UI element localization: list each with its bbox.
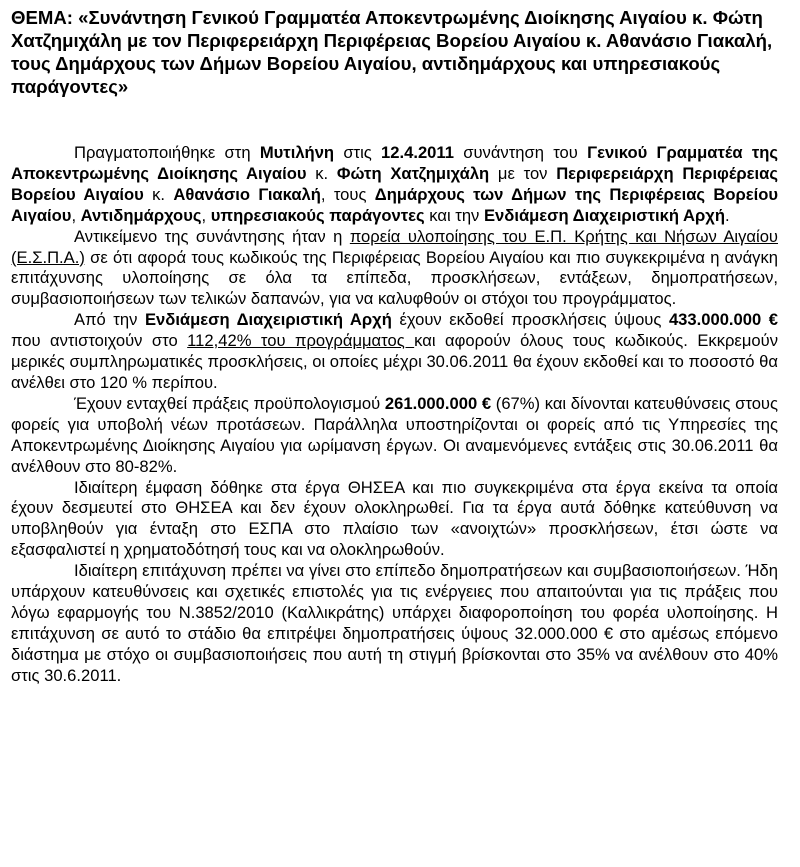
text: που αντιστοιχούν στο	[11, 331, 188, 351]
bold-role: Γενικού Γραμματέα της Αποκεντρωμένης Διοίκησης Αιγαίου	[11, 143, 778, 183]
text: έχουν εκδοθεί προσκλήσεις ύψους	[391, 310, 669, 330]
underlined-percentage: 112,42% του προγράμματος	[187, 331, 415, 351]
text: ,	[71, 205, 81, 225]
bold-role: υπηρεσιακούς παράγοντες	[210, 205, 425, 225]
paragraph-acceleration: Ιδιαίτερη επιτάχυνση πρέπει να γίνει στο επίπεδο δημοπρατήσεων και συμβασιοποιήσεων. Ήδη υπάρχουν κατευθύνσεις και σχετικές επιστολές για τις ενέργειες που απαιτούνται για τις πράξεις που λόγω εφαρμογής του Ν.3852/2010 (Καλλικράτης) υπάρχει διαφοροποίηση του φορέα υλοποίησης. Η επιτάχυνση σε αυτό το στάδιο θα επιτρέψει δημοπρατήσεις ύψους 32.000.000 € στο αμέσως επόμενο διάστημα με στόχο οι συμβασιοποιήσεις που αυτή τη στιγμή βρίσκονται στο 35% να ανέλθουν στο 40% στις 30.6.2011.	[11, 561, 778, 685]
document-title: ΘΕΜΑ: «Συνάντηση Γενικού Γραμματέα Αποκεντρωμένης Διοίκησης Αιγαίου κ. Φώτη Χατζημιχάλη με τον Περιφερειάρχη Περιφέρειας Βορείου Αιγαίου κ. Αθανάσιο Γιακαλή, τους Δημάρχους των Δήμων Βορείου Αιγαίου, αντιδημάρχους και υπηρεσιακούς παράγοντες»	[11, 7, 773, 97]
bold-role: Αντιδημάρχους	[80, 205, 202, 225]
text: Από την	[74, 310, 145, 330]
paragraph-subject	[11, 227, 778, 311]
text: και αφορούν όλους τους κωδικούς. Εκκρεμούν μερικές συμπληρωματικές προσκλήσεις, οι οποίες μέχρι 30.06.2011 θα έχουν εκδοθεί και το ποσοστό θα ανέλθει στο 120 % περίπου.	[11, 331, 778, 392]
text: συνάντηση του	[453, 143, 588, 162]
paragraph-meeting	[11, 143, 778, 227]
bold-amount: 433.000.000 €	[668, 310, 779, 330]
underlined-program: πορεία υλοποίησης του Ε.Π. Κρήτης και Νήσων Αιγαίου (Ε.Σ.Π.Α.)	[11, 226, 778, 267]
text: .	[725, 205, 730, 225]
bold-role: Περιφερειάρχη Περιφέρειας Βορείου Αιγαίου	[11, 163, 778, 204]
text: ,	[201, 205, 211, 225]
text: Έχουν ενταχθεί πράξεις προϋπολογισμού	[74, 393, 385, 413]
bold-role: Δημάρχους των Δήμων της Περιφέρειας Βορείου Αιγαίου	[11, 184, 779, 225]
text: με τον	[489, 163, 557, 183]
bold-authority: Ενδιάμεση Διαχειριστική Αρχή	[144, 310, 392, 330]
text: κ.	[143, 184, 174, 204]
paragraph-calls	[11, 310, 778, 394]
paragraph-thisea: Ιδιαίτερη έμφαση δόθηκε στα έργα ΘΗΣΕΑ και πιο συγκεκριμένα στα έργα εκείνα τα οποία έχουν δεσμευτεί στο ΘΗΣΕΑ και δεν έχουν ολοκληρωθεί. Για τα έργα αυτά δόθηκε κατεύθυνση να υποβληθούν για ένταξη στο ΕΣΠΑ στο πλαίσιο των «ανοιχτών» προσκλήσεων, έτσι ώστε να εξασφαλιστεί η χρηματοδότησή τους και να ολοκληρωθούν.	[11, 477, 778, 560]
text: Αντικείμενο της συνάντησης ήταν η	[74, 226, 350, 246]
bold-place: Μυτιλήνη	[259, 143, 335, 162]
text: Πραγματοποιήθηκε στη	[74, 143, 260, 162]
text: και την	[424, 205, 484, 225]
bold-amount: 261.000.000 €	[384, 393, 492, 413]
bold-name: Αθανάσιο Γιακαλή	[173, 184, 321, 204]
document-body	[11, 143, 778, 687]
paragraph-inclusions	[11, 394, 778, 478]
bold-date: 12.4.2011	[381, 143, 454, 162]
bold-name: Φώτη Χατζημιχάλη	[336, 163, 490, 183]
text: σε ότι αφορά τους κωδικούς της Περιφέρειας Βορείου Αιγαίου και πιο συγκεκριμένα η ανάγκη επιτάχυνσης υλοποίησης σε όλα τα επίπεδα, προσκλήσεων, εντάξεων, δημοπρατήσεων, συμβασιοποιήσεων των τελικών δαπανών, για να καλυφθούν οι στόχοι του προγράμματος.	[11, 247, 778, 309]
text: κ.	[306, 163, 337, 183]
text: (67%) και δίνονται κατευθύνσεις στους φορείς για υποβολή νέων προτάσεων. Παράλληλα υποστηρίζονται οι φορείς από τις Υπηρεσίες της Αποκεντρωμένης Διοίκησης Αιγαίου για ωρίμανση έργων. Οι αναμενόμενες εντάξεις στις 30.06.2011 θα ανέλθουν στο 80-82%.	[11, 393, 778, 476]
text: στις	[334, 143, 382, 162]
text: , τους	[320, 184, 375, 204]
bold-authority: Ενδιάμεση Διαχειριστική Αρχή	[483, 205, 725, 225]
